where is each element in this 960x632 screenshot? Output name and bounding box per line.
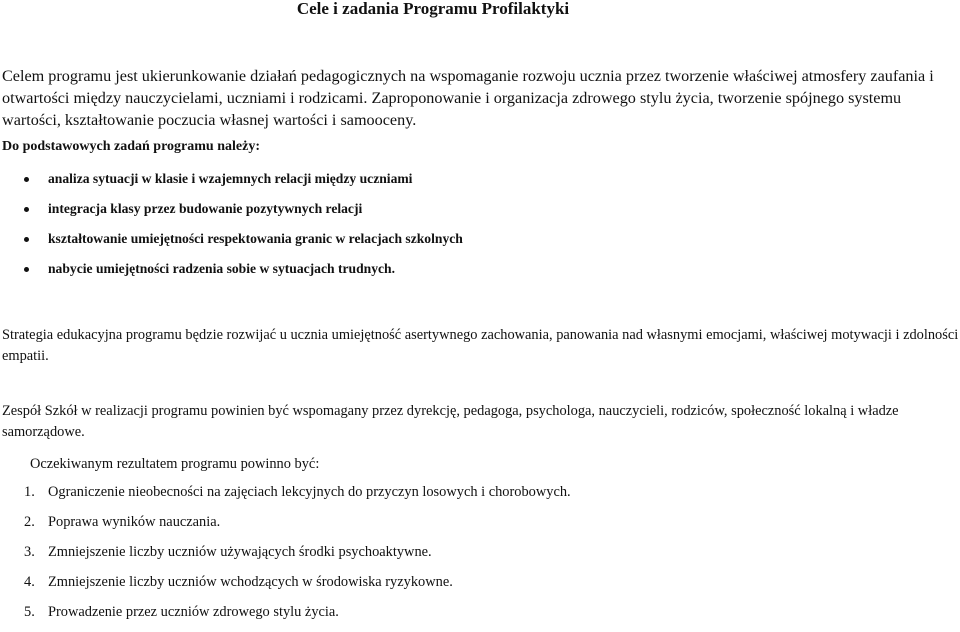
result-text: Zmniejszenie liczby uczniów wchodzących w środowiska ryzykowne. [48,574,453,590]
item-number: 2. [24,514,35,530]
list-item [0,260,463,290]
result-text: Prowadzenie przez uczniów zdrowego stylu życia. [48,604,339,620]
task-text: analiza sytuacji w klasie i wzajemnych relacji między uczniami [48,171,413,186]
task-text: integracja klasy przez budowanie pozytywnych relacji [48,201,363,216]
bullet-icon [24,177,29,182]
bullet-icon [24,207,29,212]
tasks-list [0,170,463,290]
list-item [0,200,463,230]
expected-results-heading: Oczekiwanym rezultatem programu powinno być: [30,456,320,472]
task-text: kształtowanie umiejętności respektowania granic w relacjach szkolnych [48,231,463,246]
list-item [0,170,463,200]
tasks-heading: Do podstawowych zadań programu należy: [2,139,260,154]
item-number: 4. [24,574,35,590]
result-text: Poprawa wyników nauczania. [48,514,221,530]
item-number: 3. [24,544,35,560]
result-text: Ograniczenie nieobecności na zajęciach lekcyjnych do przyczyn losowych i chorobowych. [48,484,571,500]
task-text: nabycie umiejętności radzenia sobie w sytuacjach trudnych. [48,261,396,276]
strategy-paragraph: Strategia edukacyjna programu będzie rozwijać u ucznia umiejętność asertywnego zachowania, panowania nad własnymi emocjami, właściwej motywacji i zdolności empatii. [2,327,959,364]
team-paragraph: Zespół Szkół w realizacji programu powinien być wspomagany przez dyrekcję, pedagoga, psychologa, nauczycieli, rodziców, społeczność lokalną i władze samorządowe. [2,403,899,440]
bullet-icon [24,267,29,272]
item-number: 1. [24,484,35,500]
result-text: Zmniejszenie liczby uczniów używających środki psychoaktywne. [48,544,432,560]
bullet-icon [24,237,29,242]
intro-paragraph: Celem programu jest ukierunkowanie działań pedagogicznych na wspomaganie rozwoju ucznia przez tworzenie właściwej atmosfery zaufania i otwartości między nauczycielami, uczniami i rodzicami. Zaproponowanie i organizacja zdrowego stylu życia, tworzenie spójnego systemu wartości, kształtowanie poczucia własnej wartości i samooceny. [2,67,934,129]
list-item [0,230,463,260]
page-title: Cele i zadania Programu Profilaktyki [296,0,570,18]
item-number: 5. [24,604,35,620]
